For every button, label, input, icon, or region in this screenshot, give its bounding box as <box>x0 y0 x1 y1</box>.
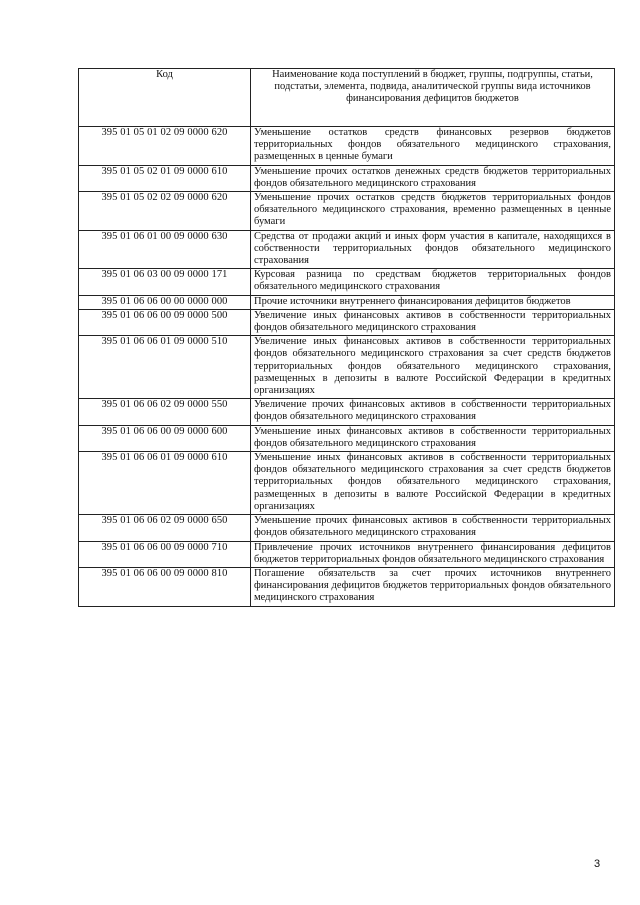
table-row <box>79 452 615 515</box>
row-code: 395 01 05 02 01 09 0000 610 <box>79 165 251 191</box>
row-name: Погашение обязательств за счет прочих источников внутреннего финансирования дефицитов бюджетов территориальных фондов обязательного медицинского страхования <box>251 567 615 606</box>
row-code: 395 01 06 06 02 09 0000 650 <box>79 515 251 541</box>
row-name: Уменьшение прочих финансовых активов в собственности территориальных фондов обязательного медицинского страхования <box>251 515 615 541</box>
table-row <box>79 269 615 295</box>
row-code: 395 01 06 06 00 09 0000 600 <box>79 425 251 451</box>
table-row <box>79 567 615 606</box>
row-code: 395 01 06 06 00 09 0000 810 <box>79 567 251 606</box>
row-name: Уменьшение иных финансовых активов в собственности территориальных фондов обязательного медицинского страхования за счет средств бюджетов территориальных фондов обязательного медицинского страхования, размещенных в депозиты в валюте Российской Федерации в кредитных организациях <box>251 452 615 515</box>
row-name: Уменьшение прочих остатков денежных средств бюджетов территориальных фондов обязательного медицинского страхования <box>251 165 615 191</box>
row-name: Увеличение иных финансовых активов в собственности территориальных фондов обязательного медицинского страхования за счет средств бюджетов территориальных фондов обязательного медицинского страхования, размещенных в депозиты в валюте Российской Федерации в кредитных организациях <box>251 336 615 399</box>
row-code: 395 01 06 06 00 09 0000 500 <box>79 309 251 335</box>
table-row <box>79 399 615 425</box>
row-name: Курсовая разница по средствам бюджетов территориальных фондов обязательного медицинского страхования <box>251 269 615 295</box>
row-code: 395 01 05 01 02 09 0000 620 <box>79 127 251 166</box>
table-row <box>79 515 615 541</box>
table-header-row <box>79 69 615 127</box>
row-code: 395 01 06 03 00 09 0000 171 <box>79 269 251 295</box>
row-name: Увеличение прочих финансовых активов в собственности территориальных фондов обязательного медицинского страхования <box>251 399 615 425</box>
row-name: Средства от продажи акций и иных форм участия в капитале, находящихся в собственности территориальных фондов обязательного медицинского страхования <box>251 230 615 269</box>
row-name: Увеличение иных финансовых активов в собственности территориальных фондов обязательного медицинского страхования <box>251 309 615 335</box>
table-row <box>79 127 615 166</box>
row-code: 395 01 06 06 02 09 0000 550 <box>79 399 251 425</box>
row-code: 395 01 06 06 01 09 0000 610 <box>79 452 251 515</box>
table-body <box>79 127 615 607</box>
header-code: Код <box>79 69 251 127</box>
row-name: Прочие источники внутреннего финансирования дефицитов бюджетов <box>251 295 615 309</box>
page-number: 3 <box>594 858 601 870</box>
budget-codes-table <box>78 68 615 607</box>
table-row <box>79 192 615 231</box>
row-code: 395 01 06 06 00 00 0000 000 <box>79 295 251 309</box>
row-code: 395 01 05 02 02 09 0000 620 <box>79 192 251 231</box>
row-name: Уменьшение остатков средств финансовых резервов бюджетов территориальных фондов обязательного медицинского страхования, размещенных в ценные бумаги <box>251 127 615 166</box>
row-code: 395 01 06 06 00 09 0000 710 <box>79 541 251 567</box>
row-code: 395 01 06 06 01 09 0000 510 <box>79 336 251 399</box>
row-name: Уменьшение прочих остатков средств бюджетов территориальных фондов обязательного медицинского страхования, временно размещенных в ценные бумаги <box>251 192 615 231</box>
table-row <box>79 309 615 335</box>
row-name: Привлечение прочих источников внутреннего финансирования дефицитов бюджетов территориальных фондов обязательного медицинского страхования <box>251 541 615 567</box>
row-code: 395 01 06 01 00 09 0000 630 <box>79 230 251 269</box>
table-row <box>79 165 615 191</box>
table-row <box>79 230 615 269</box>
table-row <box>79 425 615 451</box>
row-name: Уменьшение иных финансовых активов в собственности территориальных фондов обязательного медицинского страхования <box>251 425 615 451</box>
header-name: Наименование кода поступлений в бюджет, группы, подгруппы, статьи, подстатьи, элемента, подвида, аналитической группы вида источников финансирования дефицитов бюджетов <box>251 69 615 127</box>
table-row <box>79 541 615 567</box>
table-row <box>79 336 615 399</box>
table-row <box>79 295 615 309</box>
